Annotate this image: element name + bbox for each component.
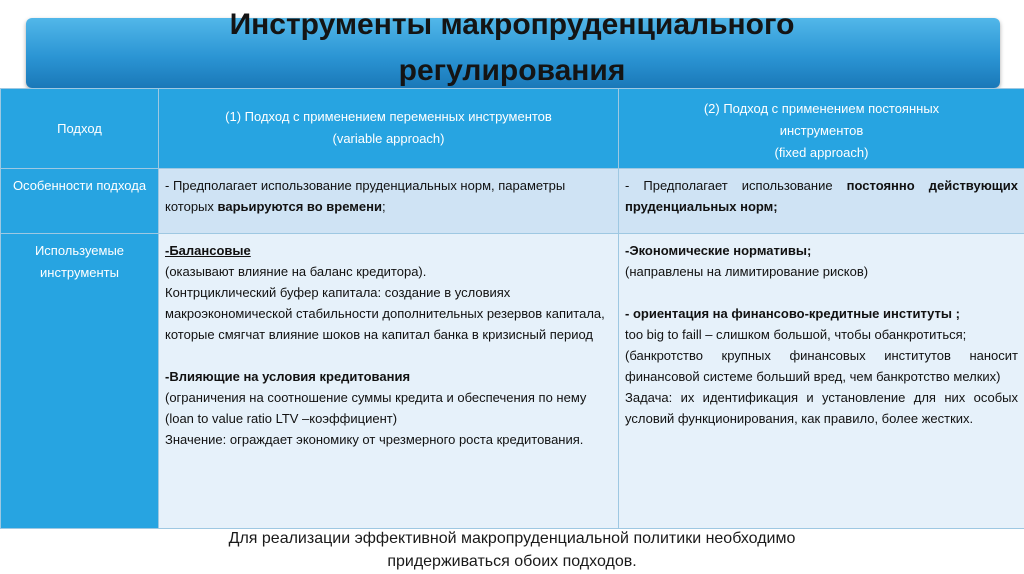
footer-note bbox=[150, 527, 874, 573]
table-header-row bbox=[1, 89, 1024, 169]
features-fixed-cell bbox=[619, 169, 1024, 234]
too-big-to-fail-text: too big to faill – слишком большой, чтобы обанкротиться; bbox=[625, 327, 967, 342]
institutions-heading: - ориентация на финансово-кредитные институты ; bbox=[625, 306, 960, 321]
title-line-2: регулирования bbox=[398, 54, 626, 87]
features-variable-text: - Предполагает использование пруденциальных норм, параметры которых bbox=[165, 178, 566, 214]
balance-note: (оказывают влияние на баланс кредитора). bbox=[165, 264, 427, 279]
features-variable-cell: - Предполагает использование пруденциальных норм, параметры которых варьируются во времени; bbox=[159, 169, 619, 234]
features-fixed-text: - Предполагает использование bbox=[625, 178, 847, 193]
footer-line-2: придерживаться обоих подходов. bbox=[387, 553, 637, 570]
header-col2-line3: (fixed approach) bbox=[774, 145, 869, 160]
risk-limits-text: (направлены на лимитирование рисков) bbox=[625, 264, 869, 279]
task-text: Задача: их идентификация и установление для них особых условий функционирования, как правило, более жестких. bbox=[625, 390, 1018, 426]
features-variable-bold: варьируются во времени bbox=[217, 199, 382, 214]
table-row-instruments bbox=[1, 234, 1024, 529]
row-label-instruments: Используемые инструменты bbox=[1, 234, 159, 529]
footer-line-1: Для реализации эффективной макропруденциальной политики необходимо bbox=[228, 530, 796, 547]
features-fixed-bold: постоянно действующих пруденциальных норм; bbox=[625, 178, 1018, 214]
balance-heading: -Балансовые bbox=[165, 243, 251, 258]
header-col2-line1: (2) Подход с применением постоянных bbox=[703, 101, 940, 116]
instruments-variable-cell bbox=[159, 234, 619, 529]
countercyclical-buffer-text: Контрциклический буфер капитала: создание в условиях макроэкономической стабильности дополнительных резервов капитала, которые смягчат влияние шоков на капитал банка в кризисный период bbox=[165, 285, 605, 342]
ltv-text: (ограничения на соотношение суммы кредита и обеспечения по нему (loan to value ratio LTV –коэффициент) bbox=[165, 390, 587, 426]
lending-conditions-heading: -Влияющие на условия кредитования bbox=[165, 369, 411, 384]
header-col1-line2: (variable approach) bbox=[332, 131, 445, 146]
header-label-cell bbox=[1, 89, 159, 169]
table-row-features bbox=[1, 169, 1024, 234]
page-title bbox=[0, 2, 1024, 94]
bankruptcy-text: (банкротство крупных финансовых институтов наносит финансовой системе больший вред, чем банкротство мелких) bbox=[625, 348, 1018, 384]
instruments-fixed-cell bbox=[619, 234, 1024, 529]
header-label: Подход bbox=[57, 120, 102, 136]
header-variable-approach bbox=[159, 89, 619, 169]
economic-norms-heading: -Экономические нормативы; bbox=[625, 243, 812, 258]
title-line-1: Инструменты макропруденциального bbox=[229, 8, 795, 41]
comparison-table bbox=[0, 88, 1024, 529]
header-col1-line1: (1) Подход с применением переменных инструментов bbox=[225, 109, 552, 124]
significance-text: Значение: ограждает экономику от чрезмерного роста кредитования. bbox=[165, 432, 584, 447]
header-fixed-approach bbox=[619, 89, 1024, 169]
header-col2-line2: инструментов bbox=[779, 123, 864, 138]
row-label-features: Особенности подхода bbox=[1, 169, 159, 234]
